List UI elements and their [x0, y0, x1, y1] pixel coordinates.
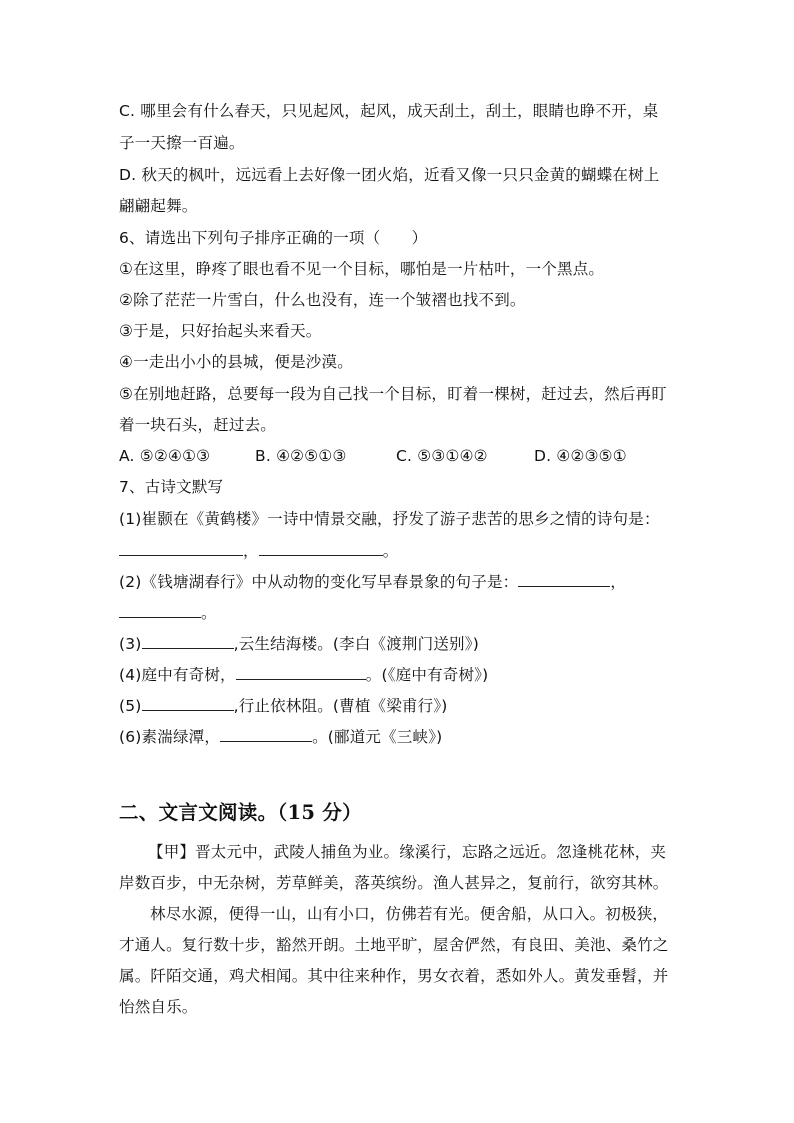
q6-question: 6、请选出下列句子排序正确的一项（ ） [119, 229, 428, 247]
q7-item-6-text: (6)素湍绿潭， [119, 728, 221, 746]
q7-item-1-answer [119, 540, 398, 561]
q6-option-d: D. ④②③⑤① [534, 447, 627, 465]
q6-sentence-2: ②除了茫茫一片雪白，什么也没有，连一个皱褶也找不到。 [119, 291, 526, 309]
q7-item-5-rest: ,行止依林阻。(曹植《梁甫行》) [233, 697, 448, 715]
passage-p1-line1: 【甲】晋太元中，武陵人捕鱼为业。缘溪行，忘路之远近。忽逢桃花林，夹 [148, 843, 667, 861]
q7-item-6 [119, 726, 442, 747]
q6-sentence-4: ④一走出小小的县城，便是沙漠。 [119, 353, 353, 371]
answer-blank[interactable] [518, 571, 610, 587]
q6-sentence-5-line2: 着一块石头，赶过去。 [119, 416, 277, 434]
item-number: (3) [119, 635, 142, 653]
q5-option-c-line2: 子一天擦一百遍。 [119, 134, 245, 152]
q5-option-c-line1: C. 哪里会有什么春天，只见起风，起风，成天刮土，刮土，眼睛也睁不开，桌 [119, 102, 659, 120]
q7-item-3-rest: ,云生结海楼。(李白《渡荆门送别》) [233, 635, 479, 653]
answer-blank[interactable] [142, 695, 234, 711]
answer-blank[interactable] [220, 726, 312, 742]
terminator: 。 [201, 604, 217, 622]
answer-blank[interactable] [259, 540, 383, 556]
q7-item-3 [119, 633, 479, 654]
q7-title: 7、古诗文默写 [119, 478, 224, 496]
q7-item-5 [119, 695, 448, 716]
q6-sentence-1: ①在这里，睁疼了眼也看不见一个目标，哪怕是一片枯叶，一个黑点。 [119, 260, 605, 278]
q7-item-4-text: (4)庭中有奇树， [119, 666, 236, 684]
q7-item-6-rest: 。(郦道元《三峡》) [312, 728, 443, 746]
passage-p1-line2: 岸数百步，中无杂树，芳草鲜美，落英缤纷。渔人甚异之，复前行，欲穷其林。 [119, 874, 669, 892]
q6-option-c: C. ⑤③①④② [396, 447, 488, 465]
passage-p2-line3: 属。阡陌交通，鸡犬相闻。其中往来种作，男女衣着，悉如外人。黄发垂髫，并 [119, 967, 669, 985]
passage-p2-line4: 怡然自乐。 [119, 998, 198, 1016]
answer-blank[interactable] [236, 664, 366, 680]
answer-blank[interactable] [142, 633, 234, 649]
terminator: 。 [382, 542, 399, 560]
q6-sentence-3: ③于是，只好抬起头来看天。 [119, 322, 322, 340]
q5-option-d-line2: 翩翩起舞。 [119, 197, 198, 215]
passage-p2-line2: 才通人。复行数十步，豁然开朗。土地平旷，屋舍俨然，有良田、美池、桑竹之 [119, 936, 669, 954]
q7-item-4 [119, 664, 488, 685]
separator: ， [610, 573, 627, 591]
q7-item-4-rest: 。(《庭中有奇树》) [365, 666, 489, 684]
q7-item-2 [119, 571, 626, 592]
q6-option-a: A. ⑤②④①③ [119, 447, 211, 465]
answer-blank[interactable] [119, 602, 201, 618]
separator: ， [243, 542, 259, 560]
section-2-heading: 二、文言文阅读。（15 分） [119, 801, 362, 824]
q6-option-b: B. ④②⑤①③ [255, 447, 347, 465]
item-number: (5) [119, 697, 142, 715]
q6-sentence-5-line1: ⑤在别地赶路，总要每一段为自己找一个目标，盯着一棵树，赶过去，然后再盯 [119, 385, 667, 403]
q7-item-1-text: (1)崔颢在《黄鹤楼》一诗中情景交融，抒发了游子悲苦的思乡之情的诗句是： [119, 510, 660, 528]
q7-item-2-text: (2)《钱塘湖春行》中从动物的变化写早春景象的句子是： [119, 573, 519, 591]
answer-blank[interactable] [119, 540, 243, 556]
q5-option-d-line1: D. 秋天的枫叶，远远看上去好像一团火焰，近看又像一只只金黄的蝴蝶在树上 [119, 166, 660, 184]
passage-p2-line1: 林尽水源，便得一山，山有小口，仿佛若有光。便舍船，从口入。初极狭， [150, 905, 669, 923]
q7-item-2-cont [119, 602, 217, 623]
